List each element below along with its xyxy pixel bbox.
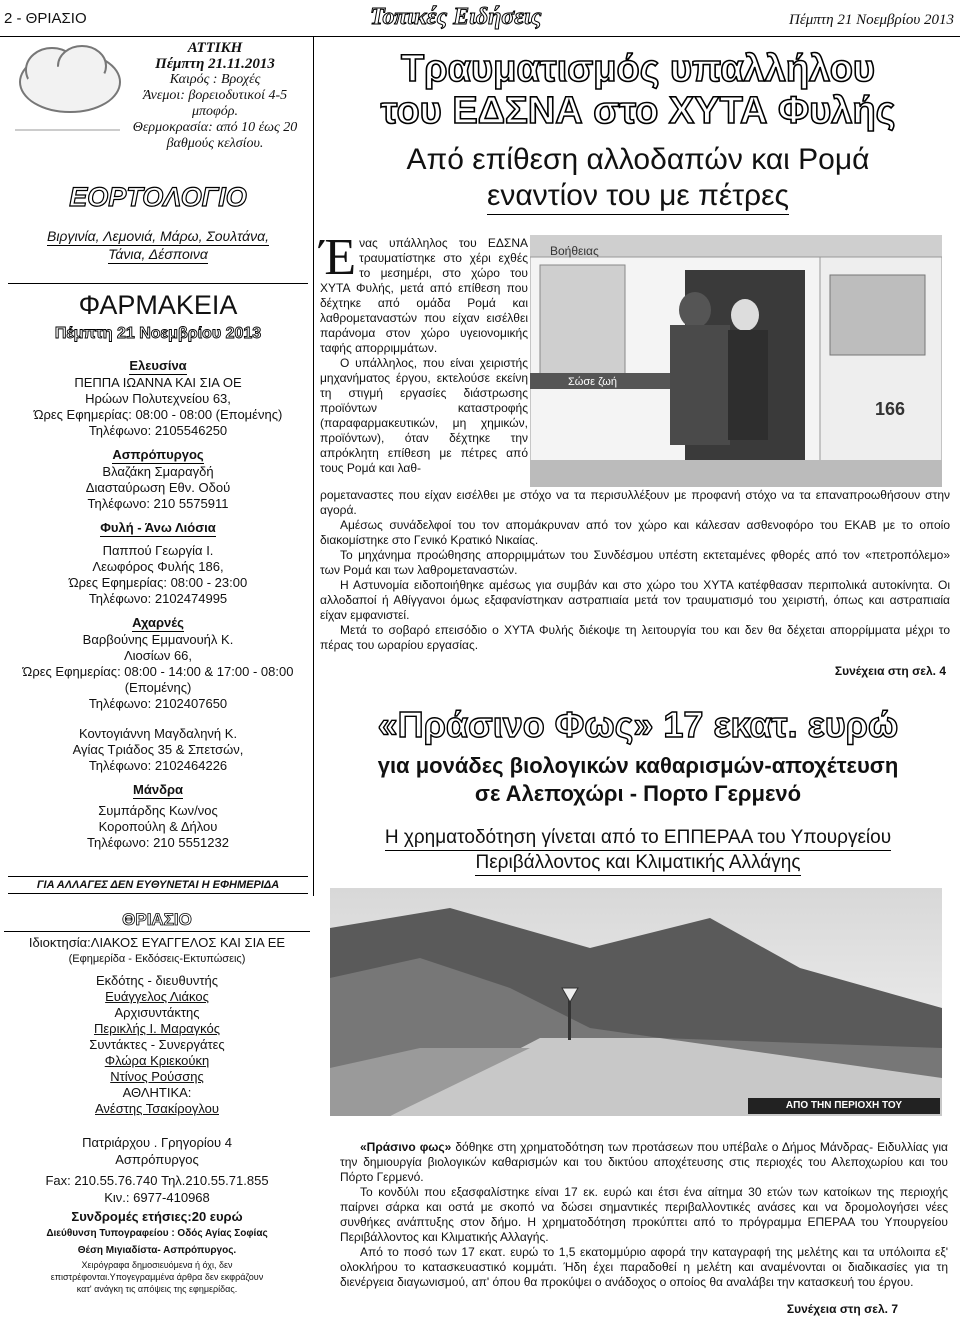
article1-headline [320,48,956,132]
pharmacies-list [8,350,308,851]
masthead-role: ΑΘΛΗΤΙΚΑ: [122,1085,192,1100]
masthead-role: Εκδότης - διευθυντής [96,973,218,988]
pharmacy-line: Ηρώων Πολυτεχνείου 63, [85,391,231,406]
pharmacy-line: Τηλέφωνο: 2102474995 [88,591,228,606]
masthead-address: Ασπρόπυργος [115,1152,199,1167]
article2-subheadline [320,752,956,808]
article1-subheadline [320,142,956,215]
pharmacy-line: Τηλέφωνο: 210 5575911 [87,496,229,511]
pharmacy-area: Αχαρνές [132,615,184,630]
weather-line: Θερμοκρασία: από 10 έως 20 [132,120,298,135]
masthead-person: Ντίνος Ρούσσης [110,1069,204,1084]
masthead-owner: Ιδιοκτησία:ΛΙΑΚΟΣ ΕΥΑΓΓΕΛΟΣ ΚΑΙ ΣΙΑ ΕΕ [4,931,310,951]
article2-paragraph: Το κονδύλι που εξασφαλίστηκε είναι 17 εκ. ευρώ και έτσι ένα αίτημα 30 ετών των κατοίκων της περιοχής παίρνει σάρκα και οστά με σκοπό να δώσει σημαντικές περιβαλλοντικές ανάσες και να δρομολογήσει νέες συνθήκες ανάπτυξης στον δήμο. Η χρηματοδότηση προκύπτει από το πρόγραμμα ΕΠΕΡΑΑ του Υπουργείου Περιβάλλοντος και Κλιματικής Αλλαγής. [340,1185,948,1244]
ambulance-photo [530,235,942,487]
article1-text: νας υπάλληλος του ΕΔΣΝΑ τραυματίστηκε στο χέρι εχθές το μεσημέρι, στο χώρο του ΧΥΤΑ Φυλής, μετά από επίθεση που δέχτηκε από ομάδα Ρομά και λαθρομεταναστών που είχαν εισέλθει παράνομα στον χώρο υγειονομικής ταφής απορριμμάτων. [320,236,528,355]
pharmacy-area: Φυλή - Άνω Λιόσια [100,520,216,535]
pharmacy-line: Κοντογιάννη Μαγδαληνή Κ. [78,726,238,741]
pharmacy-line: Βλαζάκη Σμαραγδή [102,464,214,479]
article1-body [320,488,950,653]
pharmacy-line: Συμπάρδης Κων/νος [98,803,218,818]
masthead-person: Φλώρα Κριεκούκη [104,1053,210,1068]
photo-sign: Βοήθειας [550,244,599,258]
pharmacy-area: Ελευσίνα [129,358,187,373]
article1-paragraph: Αμέσως συνάδελφοί του τον απομάκρυναν από τον χώρο και κάλεσαν ασθενοφόρο του ΕΚΑΒ με το οποίο διακομίστηκε στο Γενικό Κρατικό Νικαίας. [320,518,950,547]
masthead-subscriptions: Συνδρομές ετήσιες:20 ευρώ [71,1209,243,1224]
masthead-role: Συντάκτες - Συνεργάτες [89,1037,225,1052]
pharmacy-line: Ώρες Εφημερίας: 08:00 - 23:00 [68,575,248,590]
weather-block [120,40,310,152]
cloud-icon [10,30,125,140]
pharmacy-line: Διασταύρωση Εθν. Οδού [85,480,231,495]
disclaimer: ΓΙΑ ΑΛΛΑΓΕΣ ΔΕΝ ΕΥΘΥΝΕΤΑΙ Η ΕΦΗΜΕΡΙΔΑ [8,876,308,894]
masthead-person: Περικλής Ι. Μαραγκός [93,1021,220,1036]
subheadline-line: Από επίθεση αλλοδαπών και Ρομά [406,143,870,176]
masthead-note: Χειρόγραφα δημοσιευόμενα ή όχι, δεν [81,1260,233,1270]
masthead-owner-sub: (Εφημερίδα - Εκδόσεις-Εκτυπώσεις) [68,953,246,965]
feast-line: Τάνια, Δέσποινα [108,246,208,262]
pharmacies-title: ΦΑΡΜΑΚΕΙΑ [8,283,308,321]
article2-paragraph: Από το ποσό των 17 εκατ. ευρώ το 1,5 εκατομμύριο αφορά την καταγραφή της μελέτης και τα υπόλοιπα εξ' ολοκλήρου το κατασκευαστικό κομμάτι. Ήδη έχει παραδοθεί η μελέτη και αναμένονται οι διαδικασίες για τη διενέργεια διαγωνισμού, απ' όπου θα προκύψει ο ανάδοχος ο οποίος θα αναλάβει την κατασκευή του έργου. [340,1245,948,1289]
pharmacy-line: Αγίας Τριάδος 35 & Σπετσών, [72,742,244,757]
headline-line: Τραυματισμός υπαλλήλου [400,48,876,90]
article2-deck [320,826,956,876]
masthead-print: Θέση Μιγιαδίστα- Ασπρόπυργος. [77,1245,237,1256]
article1-paragraph: Η Αστυνομία ειδοποιήθηκε αμέσως για συμβάν και στο χώρο του ΧΥΤΑ κατέφθασαν περιπολικά αυτοκίνητα. Οι αλλοδαποί ή Αθίγγανοι όμως εξαφανίστηκαν αστραπιαία μετά τον τραυματισμό του χειριστή, όπως και αστραπιαία είχαν εμφανιστεί. [320,578,950,622]
masthead-address: Πατριάρχου . Γρηγορίου 4 [82,1135,232,1150]
deck-line: Περιβάλλοντος και Κλιματικής Αλλάγης [475,851,800,876]
weather-date: Πέμπτη 21.11.2013 [155,56,275,72]
masthead-role: Αρχισυντάκτης [114,1005,200,1020]
road-photo [330,888,942,1116]
article2-paragraph: δόθηκε στη χρηματοδότηση των προτάσεων που υπέβαλε ο Δήμος Μάνδρας- Ειδυλλίας για την δημιουργία βιολογικών καθαρισμών και του δικτύου αποχέτευσης στις περιοχές του Αλεποχωρίου και του Πόρτο Γερμενό. [340,1140,948,1184]
headline-line: του ΕΔΣΝΑ στο ΧΥΤΑ Φυλής [380,90,896,132]
pharmacy-line: ΠΕΠΠΑ ΙΩΑΝΝΑ ΚΑΙ ΣΙΑ ΟΕ [74,375,242,390]
pharmacy-line: Λεωφόρος Φυλής 186, [92,559,224,574]
masthead-fax: Fax: 210.55.76.740 Τηλ.210.55.71.855 [45,1173,269,1188]
article1-paragraph: ρομεταναστες που είχαν εισέλθει με στόχο να τα περισυλλέξουν με προφανή στόχο να τα επαναπροωθήσουν στην αγορά. [320,488,950,517]
article2-body [340,1140,948,1290]
pharmacy-line: Τηλέφωνο: 210 5551232 [87,835,229,850]
pharmacy-line: Παππού Γεωργία Ι. [102,543,214,558]
subheadline-line: για μονάδες βιολογικών καθαρισμών-αποχέτευση [377,753,899,778]
article1-column [320,229,528,476]
pharmacy-line: Λιοσίων 66, [123,648,193,663]
masthead-person: Ευάγγελος Λιάκος [105,989,209,1004]
article2-headline: «Πράσινο Φως» 17 εκατ. ευρώ [377,704,899,745]
masthead-note: κατ' ανάγκη τις απόψεις της εφημερίδας. [76,1284,238,1294]
masthead-mobile: Κιν.: 6977-410968 [104,1190,210,1205]
photo-caption: ΑΠΟ ΤΗΝ ΠΕΡΙΟΧΗ ΤΟΥ ΑΛΕΠΟΧΩΡΙΟΥ [748,1098,940,1114]
pharmacy-line: Κοροπούλη & Δήλου [98,819,218,834]
pharmacy-area: Μάνδρα [133,782,183,797]
pharmacy-line: Τηλέφωνο: 2102407650 [88,696,228,711]
pharmacy-line: Τηλέφωνο: 2102464226 [88,758,228,773]
article1-paragraph: Το μηχάνημα προώθησης απορριμμάτων του Συνδέσμου υπέστη εκτεταμένες φθορές από τον «πετροπόλεμο» των Ρομά και των λαθρομεταναστών. [320,548,950,577]
masthead-title: ΘΡΙΑΣΙΟ [122,910,192,929]
lead-bold: «Πράσινο φως» [360,1140,452,1154]
article2-continued: Συνέχεια στη σελ. 7 [786,1302,898,1316]
weather-line: Καιρός : Βροχές [169,72,261,87]
pharmacies-date: Πέμπτη 21 Νοεμβρίου 2013 [54,325,262,342]
masthead-person: Ανέστης Τσακίρογλου [95,1101,219,1116]
photo-sign: Σώσε ζωή [568,376,617,388]
weather-region: ΑΤΤΙΚΗ [187,40,243,56]
pharmacy-line: Τηλέφωνο: 2105546250 [88,423,228,438]
column-divider [313,36,314,896]
pharmacy-area: Ασπρόπυργος [112,447,204,462]
feast-names [8,228,308,264]
pharmacy-line: (Επομένης) [124,680,192,695]
section-title: Τοπικές Ειδήσεις [370,4,542,30]
subheadline-line: εναντίον του με πέτρες [487,178,789,215]
photo-number: 166 [875,399,906,419]
article1-continued: Συνέχεια στη σελ. 4 [834,664,946,678]
weather-line: Άνεμοι: βορειοδυτικοί 4-5 μποφόρ. [142,88,288,119]
deck-line: Η χρηματοδότηση γίνεται από το ΕΠΠΕΡΑΑ του Υπουργείου [385,826,891,851]
weather-line: βαθμούς κελσίου. [166,136,264,151]
issue-date: Πέμπτη 21 Νοεμβρίου 2013 [788,12,954,28]
article1-text: Ο υπάλληλος, που είναι χειριστής μηχανήματος έργου, εκτελούσε εκείνη τη στιγμή εργασίες διάστρωσης προϊόντων καταστροφής (παραφαρμακευτικών, μη χημικών, προϊόντων), όταν δέχτηκε την απρόκλητη επίθεση με πέτρες από τους Ρομά και λαθ- [320,356,528,475]
pharmacy-line: Ώρες Εφημερίας: 08:00 - 08:00 (Επομένης) [33,407,283,422]
masthead-print: Διεύθυνση Τυπογραφείου : Οδός Αγίας Σοφίας [46,1228,268,1239]
dropcap: Έ [320,229,357,286]
pharmacy-line: Ώρες Εφημερίας: 08:00 - 14:00 & 17:00 - 08:00 [22,664,294,679]
subheadline-line: σε Αλεποχώρι - Πορτο Γερμενό [474,781,802,806]
article1-paragraph: Μετά το σοβαρό επεισόδιο ο ΧΥΤΑ Φυλής διέκοψε τη λειτουργία του και δεν θα δέχεται απορρίμματα μέχρι το πέρας του ωραρίου εργασίας. [320,623,950,652]
feast-title: ΕΟΡΤΟΛΟΓΙΟ [69,182,247,212]
masthead [4,912,310,1117]
pharmacy-line: Βαρβούνης Εμμανουήλ Κ. [82,632,234,647]
masthead-contact [4,1134,310,1295]
feast-line: Βιργινία, Λεμονιά, Μάρω, Σουλτάνα, [46,228,270,244]
masthead-note: επιστρέφονται.Υπογεγραμμένα άρθρα δεν εκφράζουν [50,1272,264,1282]
page-label: 2 - ΘΡΙΑΣΙΟ [4,10,87,27]
